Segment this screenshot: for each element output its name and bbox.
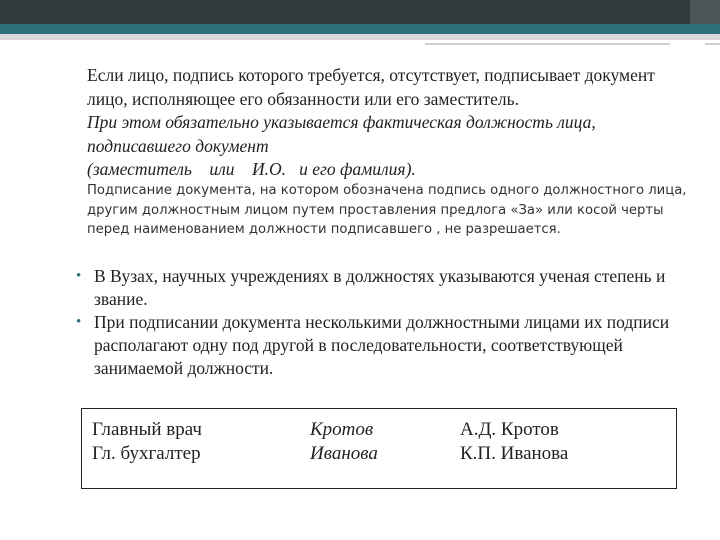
signature-block: [81, 408, 677, 489]
signature-row: [82, 441, 676, 467]
header-bar-teal: [0, 24, 720, 34]
paragraph-position-line: (заместитель или И.О. и его фамилия).: [87, 159, 416, 179]
signature-row: [82, 417, 676, 443]
list-item-text: В Вузах, научных учреждениях в должностях указываются ученая степень и звание.: [94, 266, 666, 309]
list-item: [70, 311, 700, 380]
bullet-list: [70, 265, 700, 380]
bullet-icon: •: [76, 314, 82, 330]
paragraph-position-line: подписавшего документ: [87, 135, 269, 156]
signer-name: К.П. Иванова: [460, 443, 569, 464]
signer-name: А.Д. Кротов: [460, 419, 559, 440]
header-bar-dark: [0, 0, 720, 24]
signer-position: Гл. бухгалтер: [92, 443, 201, 464]
list-item: [70, 265, 700, 311]
header-divider-line: [425, 43, 670, 45]
header-divider-line-right: [705, 43, 720, 45]
paragraph-position-line: При этом обязательно указывается фактическая должность лица,: [87, 112, 596, 132]
header-bar-light: [0, 34, 720, 40]
paragraph-position-note: [87, 111, 687, 182]
signer-signature: Кротов: [310, 419, 374, 440]
bullet-icon: •: [76, 268, 82, 284]
prohibition-note: Подписание документа, на котором обозначена подпись одного должностного лица, другим должностным лицом путем проставления предлога «За» или косой черты перед наименованием должности подписавшего , не разрешается.: [87, 183, 687, 237]
paragraph-absent-signer: Если лицо, подпись которого требуется, отсутствует, подписывает документ лицо, исполняющее его обязанности или его заместитель.: [87, 65, 655, 109]
signer-signature: Иванова: [310, 443, 378, 464]
list-item-text: При подписании документа несколькими должностными лицами их подписи располагают одну под другой в последовательности, соответствующей занимаемой должности.: [94, 312, 670, 378]
signer-position: Главный врач: [92, 419, 202, 440]
header-bar-dark-right: [690, 0, 720, 24]
